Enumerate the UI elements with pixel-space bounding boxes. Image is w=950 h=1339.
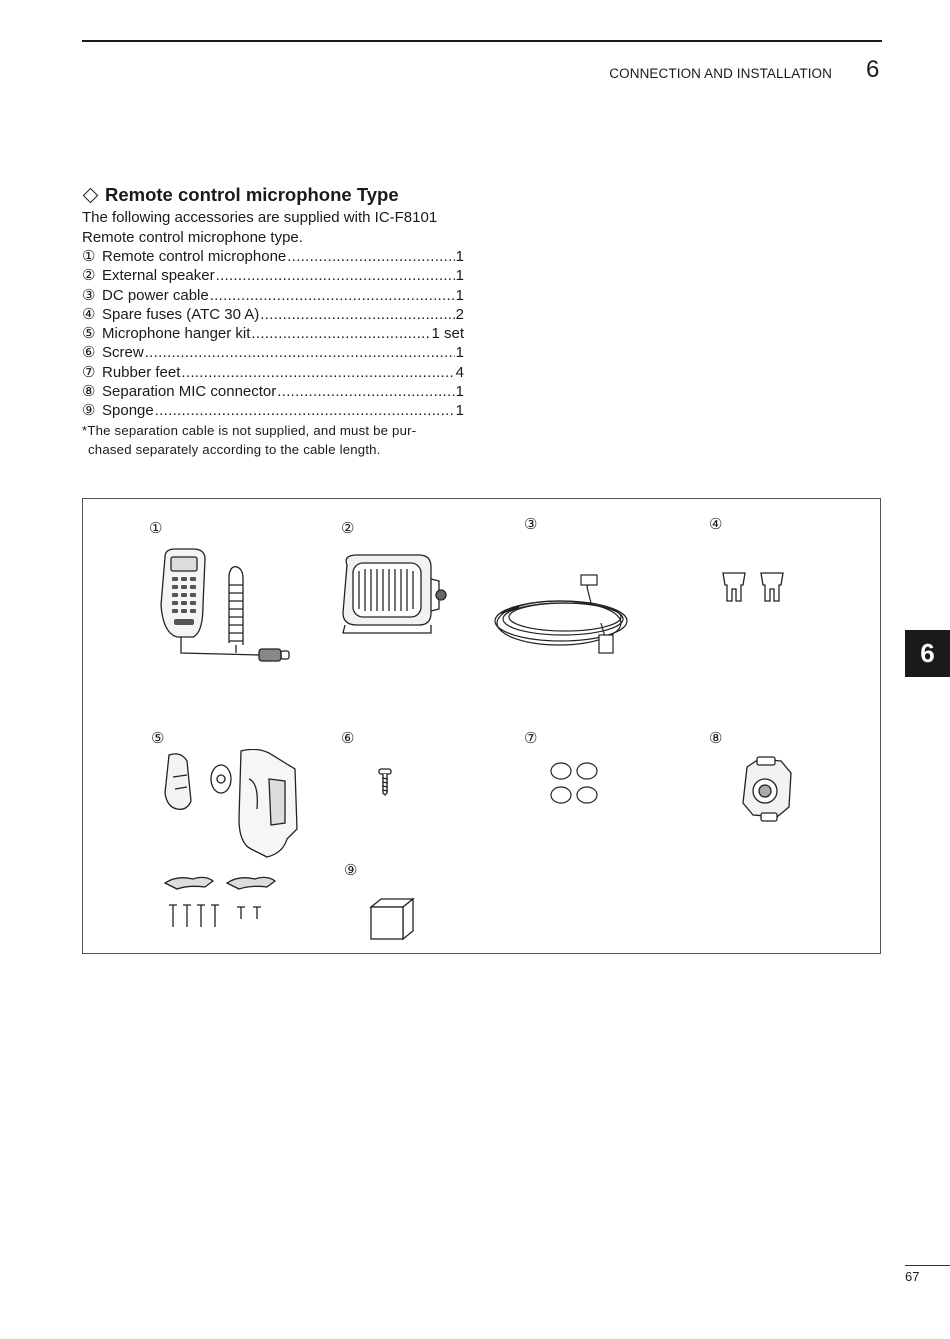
list-item: [82, 247, 464, 266]
section-title: Remote control microphone Type: [105, 184, 399, 205]
item-quantity: 1 set: [431, 325, 464, 343]
item-label: External speaker: [102, 267, 215, 285]
item-label: Separation MIC connector: [102, 383, 277, 401]
leader-dots: [216, 266, 455, 285]
figure-label-1: ①: [149, 520, 163, 537]
item-label: Spare fuses (ATC 30 A): [102, 305, 260, 323]
accessory-list: [82, 247, 464, 421]
list-item: [82, 266, 464, 285]
footnote-line-2: chased separately according to the cable length.: [88, 441, 381, 457]
item-quantity: 2: [455, 305, 464, 323]
screw-illustration: [377, 767, 393, 797]
intro-text: [82, 208, 464, 247]
accessories-section: [82, 184, 464, 459]
mic-connector-illustration: [739, 755, 799, 825]
leader-dots: [210, 286, 455, 305]
list-item: [82, 343, 464, 362]
footnote: [82, 421, 464, 459]
item-number: ⑤: [82, 325, 96, 343]
chapter-number: 6: [866, 56, 880, 83]
leader-dots: [155, 401, 455, 420]
item-number: ⑥: [82, 344, 96, 362]
item-quantity: 1: [455, 402, 464, 420]
chapter-title: CONNECTION AND INSTALLATION: [609, 66, 832, 81]
hanger-kit-illustration: [157, 749, 327, 929]
item-label: Sponge: [102, 402, 154, 420]
item-quantity: 1: [455, 267, 464, 285]
figure-label-7: ⑦: [524, 730, 538, 747]
page-number-rule: [905, 1265, 950, 1266]
item-label: DC power cable: [102, 286, 209, 304]
figure-label-3: ③: [524, 516, 538, 533]
page-number: 67: [905, 1269, 920, 1284]
leader-dots: [181, 363, 454, 382]
fuses-illustration: [719, 569, 799, 609]
section-heading: [82, 184, 464, 206]
item-quantity: 1: [455, 286, 464, 304]
leader-dots: [251, 324, 430, 343]
figure-label-5: ⑤: [151, 730, 165, 747]
figure-label-4: ④: [709, 516, 723, 533]
microphone-illustration: [151, 545, 301, 675]
list-item: [82, 363, 464, 382]
item-number: ④: [82, 305, 96, 323]
list-item: [82, 305, 464, 324]
figure-label-2: ②: [341, 520, 355, 537]
item-number: ①: [82, 248, 96, 265]
leader-dots: [287, 247, 454, 266]
item-quantity: 4: [455, 363, 464, 381]
item-label: Rubber feet: [102, 363, 181, 381]
item-quantity: 1: [455, 383, 464, 401]
list-item: [82, 286, 464, 305]
dc-cable-illustration: [491, 573, 651, 663]
item-number: ⑨: [82, 402, 96, 420]
leader-dots: [260, 305, 454, 324]
leader-dots: [145, 343, 455, 362]
rubber-feet-illustration: [549, 761, 609, 805]
intro-line-2: Remote control microphone type.: [82, 228, 303, 246]
item-quantity: 1: [455, 344, 464, 362]
item-label: Remote control microphone: [102, 248, 287, 265]
figure-label-6: ⑥: [341, 730, 355, 747]
sponge-illustration: [367, 897, 417, 941]
item-label: Microphone hanger kit: [102, 325, 251, 343]
item-number: ⑦: [82, 363, 96, 381]
item-number: ③: [82, 286, 96, 304]
figure-label-9: ⑨: [344, 862, 358, 879]
intro-line-1: The following accessories are supplied with IC-F8101: [82, 209, 438, 226]
item-quantity: 1: [455, 248, 464, 265]
accessories-figure: [82, 498, 881, 954]
item-number: ⑧: [82, 383, 96, 401]
footnote-line-1: *The separation cable is not supplied, and must be pur-: [82, 422, 417, 438]
diamond-icon: [83, 187, 99, 203]
list-item: [82, 401, 464, 420]
chapter-tab: 6: [905, 630, 950, 677]
figure-label-8: ⑧: [709, 730, 723, 747]
leader-dots: [277, 382, 454, 401]
top-rule: [82, 40, 882, 42]
item-label: Screw: [102, 344, 144, 362]
item-number: ②: [82, 267, 96, 285]
list-item: [82, 324, 464, 343]
list-item: [82, 382, 464, 401]
speaker-illustration: [335, 551, 455, 641]
